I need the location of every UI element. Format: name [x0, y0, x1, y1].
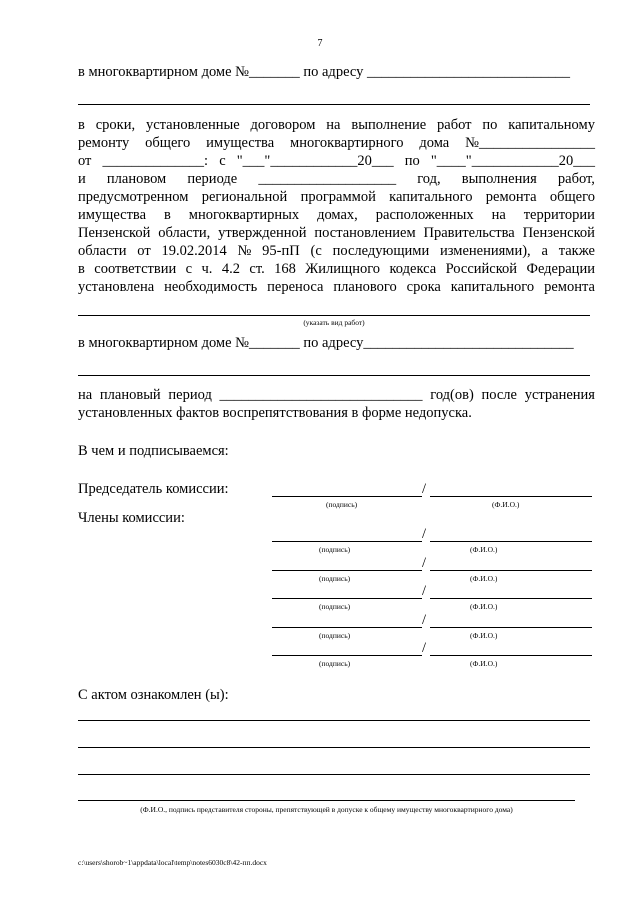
paragraph-line-7	[78, 225, 595, 242]
word: ст.	[249, 261, 265, 277]
word: программой	[300, 189, 376, 205]
chairman-label: Председатель комиссии:	[78, 481, 229, 497]
word: домах,	[317, 207, 358, 223]
planned-period-line	[78, 387, 595, 404]
word: постановлением	[314, 225, 416, 241]
word: изменениями),	[440, 243, 531, 259]
word: ремонта	[544, 279, 595, 295]
word: срока	[406, 279, 441, 295]
word: в	[78, 261, 85, 277]
word: 168	[274, 261, 296, 277]
word: от	[78, 153, 92, 169]
signature-slash: /	[422, 640, 427, 656]
word: кодекса	[389, 261, 437, 277]
apartment-address-line: в многоквартирном доме №_______ по адресу ____________________________	[78, 64, 570, 80]
signature-rule	[272, 541, 422, 542]
word: по	[404, 153, 420, 169]
word: плановом	[106, 171, 167, 187]
acquainted-rule-2	[78, 747, 590, 748]
word: и	[78, 171, 86, 187]
word: сроки,	[95, 117, 136, 133]
word: от	[137, 243, 151, 259]
paragraph-line-5	[78, 189, 595, 206]
word: Правительства	[423, 225, 515, 241]
members-label: Члены комиссии:	[78, 510, 185, 526]
name-caption: (Ф.И.О.)	[470, 574, 498, 583]
acquainted-label: С актом ознакомлен (ы):	[78, 687, 229, 703]
word: капитальному	[508, 117, 595, 133]
name-rule	[430, 655, 592, 656]
word: №________________	[465, 135, 595, 151]
word: в	[163, 207, 171, 223]
word: имущества	[206, 135, 275, 151]
signature-caption: (подпись)	[319, 545, 351, 554]
signature-caption: (подпись)	[326, 500, 358, 509]
paragraph-line-6	[78, 207, 595, 224]
word: периоде	[187, 171, 238, 187]
name-rule	[430, 598, 592, 599]
word: 4.2	[221, 261, 240, 277]
word: многоквартирного	[290, 135, 404, 151]
word: после	[481, 387, 517, 403]
word: выполнение	[351, 117, 427, 133]
name-rule	[430, 627, 592, 628]
work-type-rule	[78, 315, 590, 316]
name-rule	[430, 496, 592, 497]
signature-slash: /	[422, 612, 427, 628]
word: период	[168, 387, 212, 403]
apartment-address-line-2: в многоквартирном доме №_______ по адресу_____________________________	[78, 335, 574, 351]
word: установленные	[145, 117, 240, 133]
word: Жилищного	[305, 261, 381, 277]
word: год(ов)	[430, 387, 474, 403]
page-number: 7	[317, 38, 323, 49]
address-continuation-rule-2	[78, 375, 590, 376]
acquainted-rule-4	[78, 800, 575, 801]
word: плановый	[99, 387, 161, 403]
word: расположенных	[375, 207, 474, 223]
word: ____________________________	[219, 387, 423, 403]
address-continuation-rule	[78, 104, 590, 105]
paragraph-line-8	[78, 243, 595, 260]
word: ___________________	[258, 171, 397, 187]
word: области,	[158, 225, 211, 241]
acquainted-rule-1	[78, 720, 590, 721]
word: по	[482, 117, 498, 133]
name-rule	[430, 541, 592, 542]
word: капитального	[450, 279, 535, 295]
name-rule	[430, 570, 592, 571]
paragraph-line-3	[78, 153, 595, 170]
sign-intro: В чем и подписываемся:	[78, 443, 229, 459]
word: утвержденной	[218, 225, 307, 241]
word: с	[185, 261, 193, 277]
word: на	[326, 117, 341, 133]
word: переноса	[267, 279, 324, 295]
paragraph-line-10	[78, 279, 595, 296]
signature-rule	[272, 655, 422, 656]
word: Федерации	[526, 261, 595, 277]
word: соответствии	[94, 261, 177, 277]
paragraph-line-2	[78, 135, 595, 152]
word: с	[219, 153, 226, 169]
signature-rule	[272, 627, 422, 628]
signature-caption: (подпись)	[319, 631, 351, 640]
name-caption: (Ф.И.О.)	[470, 545, 498, 554]
signature-caption: (подпись)	[319, 659, 351, 668]
word: области	[78, 243, 127, 259]
file-path-footer: c:\users\shorob~1\appdata\local\temp\notes6030c8\42-пп.docx	[78, 858, 267, 867]
word: работ	[437, 117, 472, 133]
representative-caption: (Ф.И.О., подпись представителя стороны, препятствующей в допуске к общему имуществу многоквартирного дома)	[140, 805, 513, 814]
word: Пензенской	[522, 225, 595, 241]
word: планового	[333, 279, 397, 295]
word: установлена	[78, 279, 155, 295]
word: ______________:	[102, 153, 209, 169]
word: 19.02.2014	[161, 243, 227, 259]
word: дома	[419, 135, 450, 151]
word: ремонту	[78, 135, 130, 151]
word: предусмотренном	[78, 189, 189, 205]
word: на	[78, 387, 93, 403]
word: Российской	[445, 261, 518, 277]
word: (с	[310, 243, 322, 259]
word: работ,	[557, 171, 595, 187]
signature-caption: (подпись)	[319, 574, 351, 583]
word: Пензенской	[78, 225, 151, 241]
word: устранения	[524, 387, 595, 403]
name-caption: (Ф.И.О.)	[470, 659, 498, 668]
word: ремонта	[485, 189, 537, 205]
word: региональной	[201, 189, 288, 205]
signature-slash: /	[422, 583, 427, 599]
planned-period-line-2: установленных фактов воспрепятствования в форме недопуска.	[78, 405, 472, 421]
paragraph-line-1	[78, 117, 595, 134]
word: "____"____________20___	[430, 153, 595, 169]
signature-slash: /	[422, 481, 427, 497]
word: а	[541, 243, 548, 259]
word: год,	[417, 171, 441, 187]
word: ч.	[201, 261, 213, 277]
word: многоквартирных	[188, 207, 300, 223]
work-type-caption: (указать вид работ)	[303, 318, 365, 327]
word: общего	[549, 189, 595, 205]
signature-rule	[272, 570, 422, 571]
word: "___"____________20___	[236, 153, 394, 169]
acquainted-rule-3	[78, 774, 590, 775]
word: капитального	[389, 189, 473, 205]
word: имущества	[78, 207, 147, 223]
word: также	[558, 243, 595, 259]
signature-slash: /	[422, 555, 427, 571]
word: договором	[250, 117, 316, 133]
word: общего	[145, 135, 191, 151]
signature-slash: /	[422, 526, 427, 542]
word: в	[78, 117, 85, 133]
word: на	[491, 207, 506, 223]
signature-caption: (подпись)	[319, 602, 351, 611]
word: 95-пП	[262, 243, 300, 259]
signature-rule	[272, 598, 422, 599]
paragraph-line-4	[78, 171, 595, 188]
word: №	[237, 243, 252, 259]
paragraph-line-9	[78, 261, 595, 278]
word: территории	[523, 207, 595, 223]
word: необходимость	[164, 279, 258, 295]
name-caption: (Ф.И.О.)	[492, 500, 520, 509]
word: выполнения	[461, 171, 537, 187]
signature-rule	[272, 496, 422, 497]
name-caption: (Ф.И.О.)	[470, 631, 498, 640]
word: последующими	[332, 243, 430, 259]
name-caption: (Ф.И.О.)	[470, 602, 498, 611]
